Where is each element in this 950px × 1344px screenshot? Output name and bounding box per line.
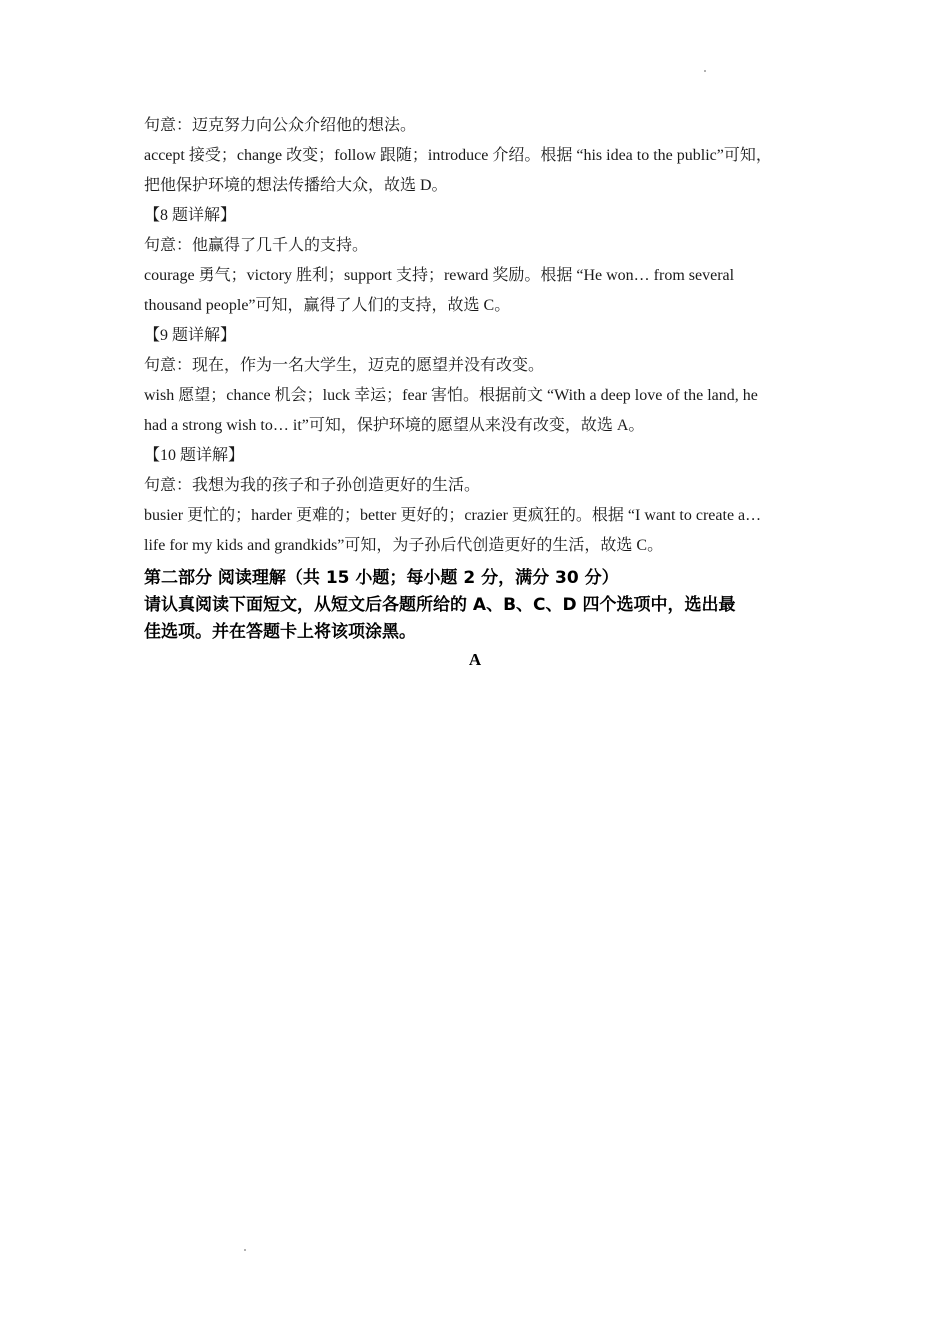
q8-explanation-line2: thousand people”可知，赢得了人们的支持，故选 C。 <box>144 297 511 314</box>
q9-explanation-line1: wish 愿望；chance 机会；luck 幸运；fear 害怕。根据前文 “With a deep love of the land, he <box>144 387 758 404</box>
document-content <box>144 111 804 674</box>
q7-meaning: 句意：迈克努力向公众介绍他的想法。 <box>144 117 417 134</box>
q8-header: 【8 题详解】 <box>144 207 237 224</box>
q7-explanation-line2: 把他保护环境的想法传播给大众，故选 D。 <box>144 177 448 194</box>
q10-meaning: 句意：我想为我的孩子和子孙创造更好的生活。 <box>144 477 481 494</box>
bottom-dot <box>244 1249 246 1251</box>
part2-instruction-line1: 请认真阅读下面短文，从短文后各题所给的 A、B、C、D 四个选项中，选出最 <box>144 595 736 615</box>
q8-meaning: 句意：他赢得了几千人的支持。 <box>144 237 369 254</box>
q7-explanation-line1: accept 接受；change 改变；follow 跟随；introduce 介绍。根据 “his idea to the public”可知， <box>144 147 772 164</box>
q8-explanation-line1: courage 勇气；victory 胜利；support 支持；reward 奖励。根据 “He won… from several <box>144 267 735 284</box>
top-dot <box>704 70 706 72</box>
part2-instruction-line2: 佳选项。并在答题卡上将该项涂黑。 <box>144 622 416 642</box>
q9-meaning: 句意：现在，作为一名大学生，迈克的愿望并没有改变。 <box>144 357 545 374</box>
q9-header: 【9 题详解】 <box>144 327 237 344</box>
q10-header: 【10 题详解】 <box>144 447 245 464</box>
q10-explanation-line1: busier 更忙的；harder 更难的；better 更好的；crazier 更疯狂的。根据 “I want to create a… <box>144 507 762 524</box>
part2-title: 第二部分 阅读理解（共 15 小题；每小题 2 分，满分 30 分） <box>144 568 619 588</box>
q10-explanation-line2: life for my kids and grandkids”可知，为子孙后代创造更好的生活，故选 C。 <box>144 537 664 554</box>
section-a-heading: A <box>468 650 482 669</box>
q9-explanation-line2: had a strong wish to… it”可知，保护环境的愿望从来没有改变，故选 A。 <box>144 417 645 434</box>
